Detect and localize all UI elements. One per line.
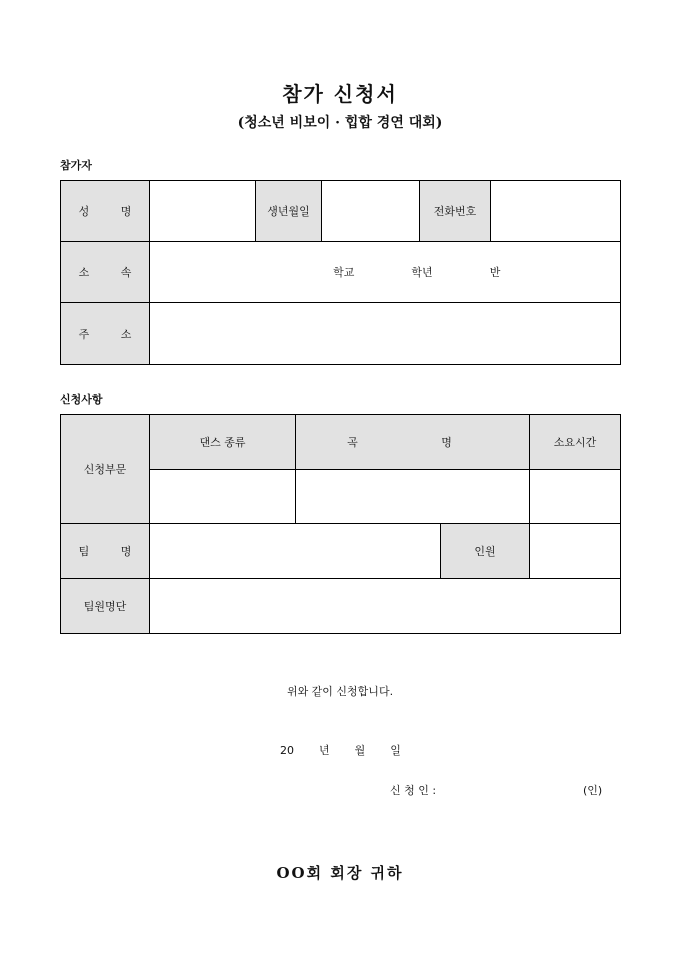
application-table xyxy=(60,414,621,634)
name-input-cell[interactable] xyxy=(150,181,256,242)
address-label: 주 소 xyxy=(78,327,146,341)
birth-label: 생년월일 xyxy=(256,181,322,242)
birth-input-cell[interactable] xyxy=(322,181,420,242)
participant-table xyxy=(60,180,621,365)
grade-label: 학년 xyxy=(411,266,433,279)
duration-input-cell[interactable] xyxy=(530,470,621,524)
participant-section-label: 참가자 xyxy=(60,159,92,172)
phone-input-cell[interactable] xyxy=(491,181,621,242)
team-name-label-cell xyxy=(61,524,150,579)
school-label: 학교 xyxy=(333,266,355,279)
date-month: 월 xyxy=(354,744,366,757)
team-name-input-cell[interactable] xyxy=(150,524,441,579)
statement-text: 위와 같이 신청합니다. xyxy=(286,685,394,698)
members-count-label: 인원 xyxy=(441,524,530,579)
date-day: 일 xyxy=(390,744,401,757)
affiliation-input-cell[interactable] xyxy=(150,242,621,303)
form-title: 참가 신청서 xyxy=(282,82,398,106)
date-line xyxy=(280,742,401,758)
application-section-label: 신청사항 xyxy=(60,393,103,406)
song-label: 곡 명 xyxy=(347,436,492,449)
team-name-label: 팀 명 xyxy=(78,545,146,558)
dance-type-label: 댄스 종류 xyxy=(150,415,296,470)
members-count-input-cell[interactable] xyxy=(530,524,621,579)
member-list-input-cell[interactable] xyxy=(150,579,621,634)
applicant-label: 신 청 인 : xyxy=(390,784,437,797)
address-input-cell[interactable] xyxy=(150,303,621,365)
recipient-line: OO회 회장 귀하 xyxy=(276,864,404,882)
date-prefix: 20 xyxy=(280,744,294,757)
date-year: 년 xyxy=(319,744,330,757)
applicant-seal: (인) xyxy=(583,784,603,797)
member-list-label: 팀원명단 xyxy=(61,579,150,634)
song-input-cell[interactable] xyxy=(296,470,530,524)
address-label-cell xyxy=(61,303,150,365)
affiliation-label-cell xyxy=(61,242,150,303)
class-label: 반 xyxy=(489,266,501,279)
dance-type-input-cell[interactable] xyxy=(150,470,296,524)
song-label-cell xyxy=(296,415,530,470)
affiliation-label: 소 속 xyxy=(78,266,146,279)
division-label: 신청부문 xyxy=(61,415,150,524)
name-label: 성 명 xyxy=(78,205,146,218)
phone-label: 전화번호 xyxy=(420,181,491,242)
name-label-cell xyxy=(61,181,150,242)
duration-label: 소요시간 xyxy=(530,415,621,470)
form-subtitle: (청소년 비보이 · 힙합 경연 대회) xyxy=(237,115,443,131)
